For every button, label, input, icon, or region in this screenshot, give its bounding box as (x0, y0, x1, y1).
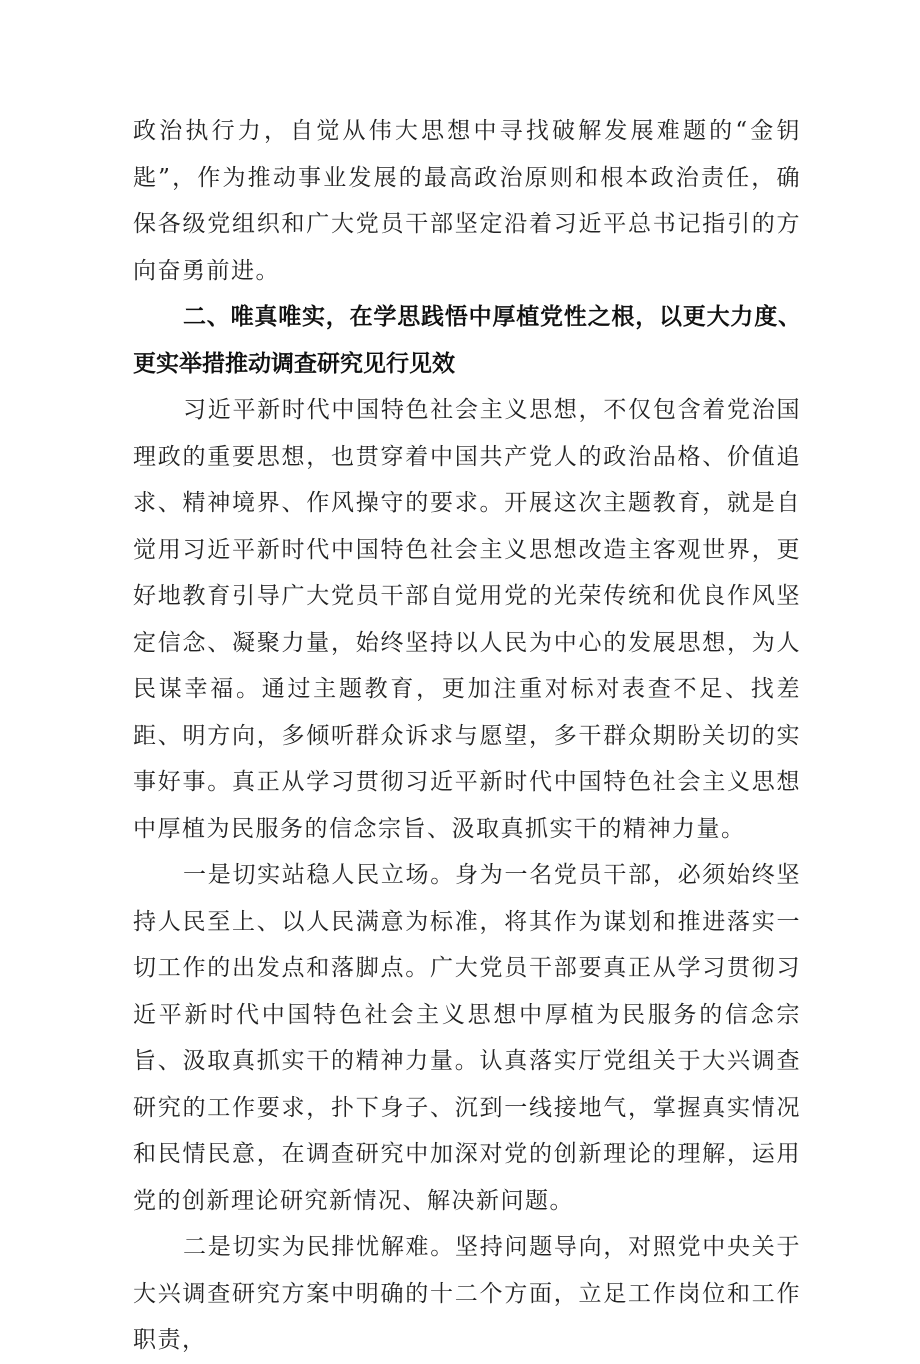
section-heading: 二、唯真唯实，在学思践悟中厚植党性之根，以更大力度、更实举措推动调查研究见行见效 (133, 304, 801, 377)
document-body (133, 108, 801, 1364)
paragraph-point-one: 一是切实站稳人民立场。身为一名党员干部，必须始终坚持人民至上、以人民满意为标准，将其作为谋划和推进落实一切工作的出发点和落脚点。广大党员干部要真正从学习贯彻习近平新时代中国特色社会主义思想中厚植为民服务的信念宗旨、汲取真抓实干的精神力量。认真落实厅党组关于大兴调查研究的工作要求，扑下身子、沉到一线接地气，掌握真实情况和民情民意，在调查研究中加深对党的创新理论的理解，运用党的创新理论研究新情况、解决新问题。 (133, 862, 801, 1214)
paragraph-point-two: 二是切实为民排忧解难。坚持问题导向，对照党中央关于大兴调查研究方案中明确的十二个方面，立足工作岗位和工作职责， (133, 1234, 801, 1353)
paragraph-intro: 习近平新时代中国特色社会主义思想，不仅包含着党治国理政的重要思想，也贯穿着中国共产党人的政治品格、价值追求、精神境界、作风操守的要求。开展这次主题教育，就是自觉用习近平新时代中国特色社会主义思想改造主客观世界，更好地教育引导广大党员干部自觉用党的光荣传统和优良作风坚定信念、凝聚力量，始终坚持以人民为中心的发展思想，为人民谋幸福。通过主题教育，更加注重对标对表查不足、找差距、明方向，多倾听群众诉求与愿望，多干群众期盼关切的实事好事。真正从学习贯彻习近平新时代中国特色社会主义思想中厚植为民服务的信念宗旨、汲取真抓实干的精神力量。 (133, 397, 801, 842)
paragraph-continuation: 政治执行力，自觉从伟大思想中寻找破解发展难题的“金钥匙”，作为推动事业发展的最高政治原则和根本政治责任，确保各级党组织和广大党员干部坚定沿着习近平总书记指引的方向奋勇前进。 (133, 118, 801, 284)
